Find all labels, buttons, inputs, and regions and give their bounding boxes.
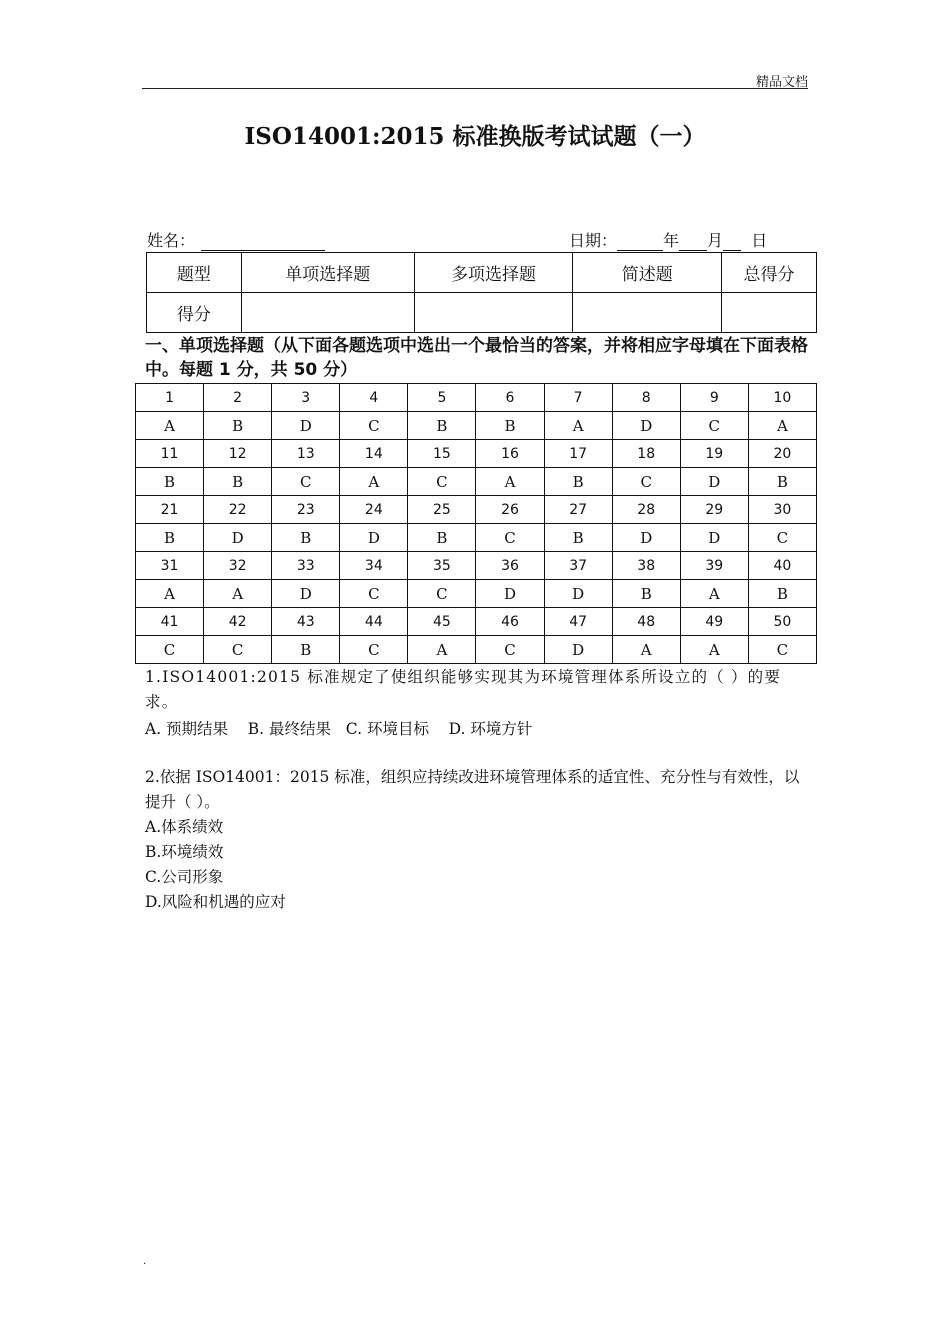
answer-cell[interactable]: C <box>748 524 816 552</box>
question-2 <box>145 765 807 915</box>
question-number-cell: 1 <box>136 384 204 412</box>
question-number-cell: 25 <box>408 496 476 524</box>
answer-table <box>135 383 817 664</box>
month-blank[interactable] <box>679 236 707 251</box>
answer-cell[interactable]: B <box>272 636 340 664</box>
question-number-cell: 12 <box>204 440 272 468</box>
answer-cell[interactable]: D <box>272 412 340 440</box>
answer-cell[interactable]: D <box>680 524 748 552</box>
question-number-cell: 22 <box>204 496 272 524</box>
month-label: 月 <box>707 231 724 250</box>
question-option: A. 预期结果 B. 最终结果 C. 环境目标 D. 环境方针 <box>145 720 533 738</box>
question-number-cell: 50 <box>748 608 816 636</box>
answer-cell[interactable]: C <box>272 468 340 496</box>
question-number-cell: 27 <box>544 496 612 524</box>
question-option: A.体系绩效 <box>145 818 224 836</box>
answer-cell[interactable]: B <box>544 524 612 552</box>
answer-number-row <box>136 608 817 636</box>
question-number-cell: 28 <box>612 496 680 524</box>
answer-letter-row <box>136 580 817 608</box>
question-1 <box>145 665 807 742</box>
answer-cell[interactable]: C <box>340 412 408 440</box>
answer-cell[interactable]: B <box>544 468 612 496</box>
answer-letter-row <box>136 468 817 496</box>
score-header-cell: 题型 <box>147 253 242 293</box>
answer-number-row <box>136 496 817 524</box>
answer-cell[interactable]: C <box>748 636 816 664</box>
answer-cell[interactable]: A <box>476 468 544 496</box>
question-number-cell: 34 <box>340 552 408 580</box>
document-header: 精品文档 <box>755 75 808 90</box>
question-number-cell: 33 <box>272 552 340 580</box>
answer-cell[interactable]: D <box>476 580 544 608</box>
question-number-cell: 26 <box>476 496 544 524</box>
answer-cell[interactable]: B <box>612 580 680 608</box>
score-header-cell: 简述题 <box>573 253 722 293</box>
question-stem: 2.依据 ISO14001：2015 标准，组织应持续改进环境管理体系的适宜性、充分性与有效性，以提升（ ）。 <box>145 768 800 811</box>
header-divider <box>142 88 808 89</box>
answer-cell[interactable]: A <box>204 580 272 608</box>
question-number-cell: 8 <box>612 384 680 412</box>
date-label: 日期： <box>569 231 618 250</box>
question-number-cell: 29 <box>680 496 748 524</box>
question-number-cell: 15 <box>408 440 476 468</box>
answer-cell[interactable]: A <box>340 468 408 496</box>
question-number-cell: 42 <box>204 608 272 636</box>
answer-cell[interactable]: D <box>544 636 612 664</box>
year-label: 年 <box>663 231 680 250</box>
question-number-cell: 32 <box>204 552 272 580</box>
question-number-cell: 4 <box>340 384 408 412</box>
name-label: 姓名： <box>147 231 196 250</box>
question-number-cell: 35 <box>408 552 476 580</box>
score-row-label: 得分 <box>147 293 242 333</box>
question-number-cell: 47 <box>544 608 612 636</box>
answer-cell[interactable]: B <box>476 412 544 440</box>
answer-cell[interactable]: D <box>544 580 612 608</box>
score-cell[interactable] <box>722 293 817 333</box>
question-number-cell: 49 <box>680 608 748 636</box>
question-number-cell: 36 <box>476 552 544 580</box>
score-cell[interactable] <box>573 293 722 333</box>
answer-cell[interactable]: A <box>612 636 680 664</box>
score-cell[interactable] <box>241 293 414 333</box>
question-number-cell: 45 <box>408 608 476 636</box>
section-heading: 一、单项选择题（从下面各题选项中选出一个最恰当的答案，并将相应字母填在下面表格中。每题 1 分，共 50 分） <box>145 336 808 380</box>
day-blank[interactable] <box>723 236 741 251</box>
question-number-cell: 7 <box>544 384 612 412</box>
day-label: 日 <box>751 231 768 250</box>
answer-cell[interactable]: A <box>544 412 612 440</box>
question-number-cell: 37 <box>544 552 612 580</box>
question-number-cell: 11 <box>136 440 204 468</box>
question-stem: 1.ISO14001:2015 标准规定了使组织能够实现其为环境管理体系所设立的（ ）的要求。 <box>145 668 782 711</box>
question-number-cell: 6 <box>476 384 544 412</box>
answer-cell[interactable]: A <box>680 636 748 664</box>
answer-cell[interactable]: A <box>136 412 204 440</box>
answer-cell[interactable]: C <box>680 412 748 440</box>
answer-cell[interactable]: C <box>476 524 544 552</box>
answer-cell[interactable]: D <box>612 412 680 440</box>
score-cell[interactable] <box>414 293 573 333</box>
question-number-cell: 44 <box>340 608 408 636</box>
question-number-cell: 14 <box>340 440 408 468</box>
question-number-cell: 13 <box>272 440 340 468</box>
question-number-cell: 10 <box>748 384 816 412</box>
question-number-cell: 40 <box>748 552 816 580</box>
question-number-cell: 48 <box>612 608 680 636</box>
name-blank[interactable] <box>201 236 325 251</box>
answer-cell[interactable]: A <box>408 636 476 664</box>
question-number-cell: 43 <box>272 608 340 636</box>
answer-cell[interactable]: B <box>136 468 204 496</box>
answer-cell[interactable]: C <box>340 580 408 608</box>
answer-letter-row <box>136 524 817 552</box>
answer-cell[interactable]: C <box>136 636 204 664</box>
answer-number-row <box>136 552 817 580</box>
question-number-cell: 19 <box>680 440 748 468</box>
answer-cell[interactable]: B <box>204 468 272 496</box>
footer-dot: . <box>143 1256 147 1267</box>
question-option: D.风险和机遇的应对 <box>145 893 286 911</box>
answer-cell[interactable]: C <box>612 468 680 496</box>
question-number-cell: 5 <box>408 384 476 412</box>
question-number-cell: 23 <box>272 496 340 524</box>
answer-cell[interactable]: C <box>476 636 544 664</box>
score-header-cell: 多项选择题 <box>414 253 573 293</box>
question-number-cell: 17 <box>544 440 612 468</box>
answer-cell[interactable]: D <box>340 524 408 552</box>
question-number-cell: 2 <box>204 384 272 412</box>
year-blank[interactable] <box>617 236 663 251</box>
answer-cell[interactable]: A <box>748 412 816 440</box>
question-number-cell: 9 <box>680 384 748 412</box>
answer-cell[interactable]: C <box>408 580 476 608</box>
question-number-cell: 16 <box>476 440 544 468</box>
answer-cell[interactable]: C <box>340 636 408 664</box>
answer-cell[interactable]: B <box>408 412 476 440</box>
question-option: B.环境绩效 <box>145 843 224 861</box>
answer-cell[interactable]: C <box>204 636 272 664</box>
question-number-cell: 41 <box>136 608 204 636</box>
answer-cell[interactable]: A <box>136 580 204 608</box>
answer-cell[interactable]: A <box>680 580 748 608</box>
answer-number-row <box>136 384 817 412</box>
answer-cell[interactable]: C <box>408 468 476 496</box>
score-header-cell: 单项选择题 <box>241 253 414 293</box>
answer-cell[interactable]: B <box>748 468 816 496</box>
answer-cell[interactable]: D <box>612 524 680 552</box>
answer-cell[interactable]: D <box>204 524 272 552</box>
question-number-cell: 39 <box>680 552 748 580</box>
answer-cell[interactable]: D <box>680 468 748 496</box>
answer-cell[interactable]: D <box>272 580 340 608</box>
question-number-cell: 24 <box>340 496 408 524</box>
question-number-cell: 31 <box>136 552 204 580</box>
answer-cell[interactable]: B <box>408 524 476 552</box>
page-title: ISO14001:2015 标准换版考试试题（一） <box>244 123 706 150</box>
question-number-cell: 46 <box>476 608 544 636</box>
date-field <box>569 228 767 251</box>
question-number-cell: 21 <box>136 496 204 524</box>
question-number-cell: 38 <box>612 552 680 580</box>
answer-number-row <box>136 440 817 468</box>
score-header-cell: 总得分 <box>722 253 817 293</box>
answer-cell[interactable]: B <box>204 412 272 440</box>
answer-letter-row <box>136 412 817 440</box>
question-number-cell: 30 <box>748 496 816 524</box>
answer-cell[interactable]: B <box>748 580 816 608</box>
answer-letter-row <box>136 636 817 664</box>
name-field <box>147 228 325 251</box>
question-number-cell: 3 <box>272 384 340 412</box>
question-option: C.公司形象 <box>145 868 224 886</box>
question-number-cell: 18 <box>612 440 680 468</box>
answer-cell[interactable]: B <box>136 524 204 552</box>
score-table <box>146 252 817 333</box>
question-number-cell: 20 <box>748 440 816 468</box>
answer-cell[interactable]: B <box>272 524 340 552</box>
